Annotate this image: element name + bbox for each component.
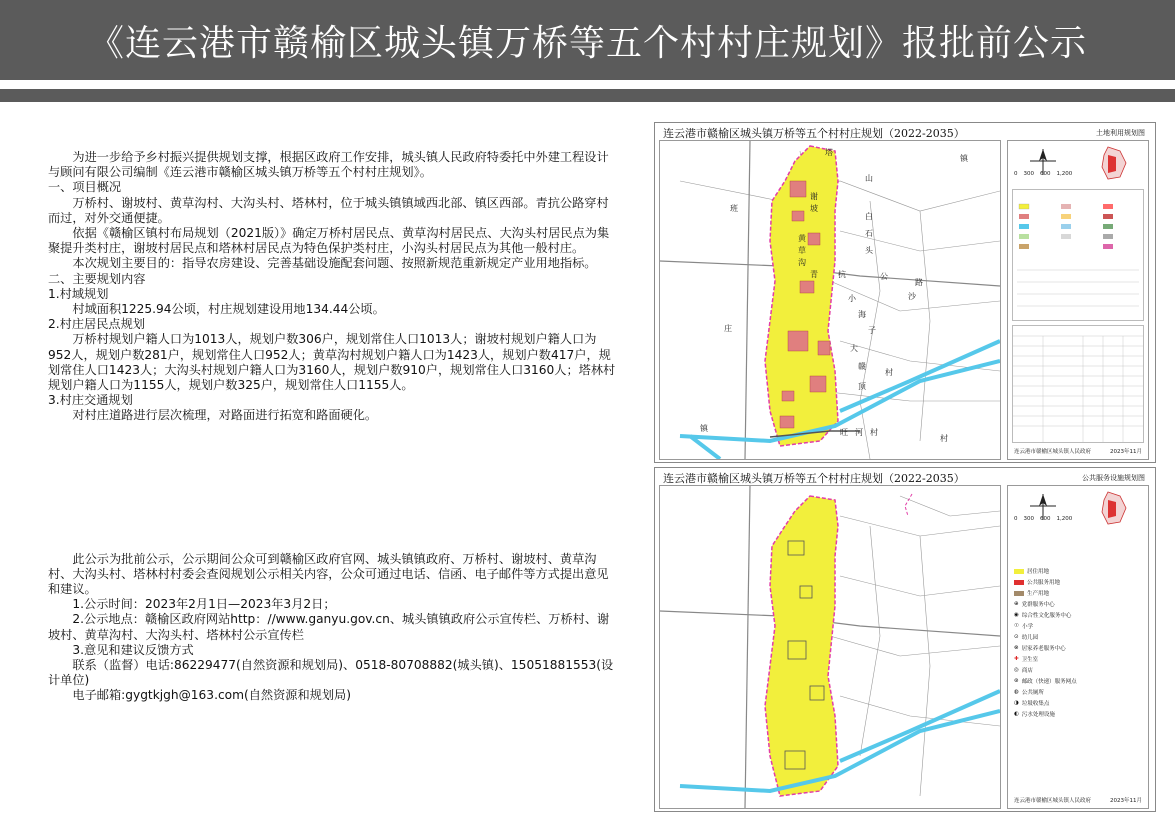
map1-label: 黄 (798, 234, 806, 243)
clinic-icon: ✚ (1014, 656, 1019, 662)
map1-label: 沟 (798, 258, 806, 267)
map1-label: 塔 (825, 148, 833, 157)
map1-legend-box (1012, 189, 1144, 321)
map2-scale-bar (1014, 516, 1072, 523)
section-1-title: 一、项目概况 (48, 180, 122, 195)
legend-label: 垃圾收集点 (1021, 701, 1050, 707)
map1-label: 山 (865, 174, 873, 183)
map1-label: 村 (885, 368, 893, 377)
scale-label: 300 (1023, 171, 1034, 177)
map1-label: 海 (858, 310, 866, 319)
map1-legend-panel (1007, 140, 1149, 460)
map1-subtitle: 土地利用规划图 (1096, 129, 1145, 137)
map2-legend (1008, 564, 1148, 721)
map1-label: 公 (880, 272, 888, 281)
map1-label: 石 (865, 229, 873, 238)
legend-label: 公共服务用地 (1027, 580, 1061, 586)
section-1-para-2: 依据《赣榆区镇村布局规划（2021版）》确定万桥村居民点、黄草沟村居民点、大沟头村居民点为集聚提升类村庄，谢坡村居民点和塔林村居民点为特色保护类村庄，小沟头村居民点为其他一般村庄。 (48, 226, 610, 256)
map2-title: 连云港市赣榆区城头镇万桥等五个村村庄规划（2022-2035） (663, 472, 965, 485)
map1-label: 路 (915, 278, 923, 287)
contact-email: 电子邮箱:gygtkjgh@163.com(自然资源和规划局) (72, 688, 351, 703)
legend-item (1014, 655, 1142, 663)
section-1-para-1: 万桥村、谢坡村、黄草沟村、大沟头村、塔林村，位于城头镇镇域西北部、镇区西部。青抗公路穿村而过，对外交通便捷。 (48, 195, 609, 225)
land-use-map-panel (654, 122, 1156, 463)
map2-legend-panel (1007, 485, 1149, 809)
legend-item (1014, 699, 1142, 707)
contact-phone: 联系（监督）电话:86229477(自然资源和规划局)、0518-80708882(城头镇)、15051881553(设计单位) (48, 658, 614, 688)
culture-center-icon: ◉ (1014, 612, 1019, 618)
scale-label: 1,200 (1056, 516, 1073, 522)
public-notice-paragraph: 此公示为批前公示，公示期间公众可到赣榆区政府官网、城头镇镇政府、万桥村、谢坡村、黄草沟村、大沟头村、塔林村村委会查阅规划公示相关内容，公众可通过电话、信函、电子邮件等方式提出意见和建议。 (48, 551, 609, 597)
legend-item (1014, 622, 1142, 630)
public-service-map[interactable] (659, 485, 1001, 809)
legend-label: 幼儿园 (1021, 635, 1039, 641)
legend-item (1014, 578, 1142, 586)
map1-title: 连云港市赣榆区城头镇万桥等五个村村庄规划（2022-2035） (663, 127, 965, 140)
legend-label: 公共厕所 (1021, 690, 1044, 696)
legend-label: 商店 (1021, 668, 1033, 674)
legend-item (1014, 567, 1142, 575)
legend-label: 生产用地 (1027, 591, 1050, 597)
garbage-icon: ◑ (1014, 700, 1019, 706)
subsection-2-text: 万桥村规划户籍人口为1013人，规划户数306户，规划常住人口1013人；谢坡村规划户籍人口为952人，规划户数281户，规划常住人口952人；黄草沟村规划户籍人口为1423人，规划户数417户，规划常住人口1423人；大沟头村规划户籍人口为3160人，规划户数910户，规划常住人口3160人；塔林村规划户籍人口为1155人，规划户数325户，规划常住人口1155人。 (48, 332, 616, 393)
notice-item-time: 1.公示时间：2023年2月1日—2023年3月2日； (72, 597, 336, 612)
scale-label: 0 (1014, 171, 1018, 177)
scale-label: 1,200 (1056, 171, 1073, 177)
map1-label: 抗 (838, 270, 846, 279)
sewage-icon: ◐ (1014, 711, 1019, 717)
legend-label: 小学 (1021, 624, 1033, 630)
map1-label: 沙 (908, 292, 916, 301)
divider (0, 80, 1175, 89)
legend-item (1014, 677, 1142, 685)
map1-label: 村 (940, 434, 948, 443)
notice-item-place: 2.公示地点：赣榆区政府网站http：//www.ganyu.gov.cn、城头镇镇政府公示宣传栏、万桥村、谢坡村、黄草沟村、大沟头村、塔林村公示宣传栏 (48, 612, 610, 642)
school-icon: ☉ (1014, 623, 1019, 629)
legend-label: 综合性文化服务中心 (1021, 613, 1072, 619)
production-swatch (1014, 591, 1024, 596)
map2-footer-right: 2023年11月 (1110, 798, 1142, 804)
scale-label: 300 (1023, 516, 1034, 522)
intro-paragraph: 为进一步给予乡村振兴提供规划支撑，根据区政府工作安排，城头镇人民政府特委托中外建工程设计与顾问有限公司编制《连云港市赣榆区城头镇万桥等五个村村庄规划》。 (48, 150, 609, 180)
map1-footer-right: 2023年11月 (1110, 449, 1142, 455)
notice-text (48, 150, 618, 704)
toilet-icon: ◍ (1014, 689, 1019, 695)
legend-item (1014, 611, 1142, 619)
notice-item-feedback: 3.意见和建议反馈方式 (72, 642, 194, 657)
page-title: 《连云港市赣榆区城头镇万桥等五个村村庄规划》报批前公示 (0, 0, 1175, 80)
map1-label: 顶 (858, 382, 866, 391)
party-center-icon: ⊕ (1014, 601, 1019, 607)
legend-item (1014, 600, 1142, 608)
shop-icon: ◎ (1014, 667, 1019, 673)
legend-label: 卫生室 (1021, 657, 1039, 663)
map1-label: 青 (810, 270, 818, 279)
subsection-3-title: 3.村庄交通规划 (48, 393, 133, 408)
map1-label: 小 (848, 294, 856, 303)
subsection-1-title: 1.村域规划 (48, 286, 109, 301)
kindergarten-icon: ⊙ (1014, 634, 1019, 640)
map1-land-use-table (1012, 325, 1144, 443)
section-1-para-3: 本次规划主要目的：指导农房建设、完善基础设施配套问题、按照新规范重新规定产业用地指标。 (72, 256, 597, 271)
legend-label: 污水处理设施 (1021, 712, 1055, 718)
legend-label: 居家养老服务中心 (1021, 646, 1066, 652)
public-service-swatch (1014, 580, 1024, 585)
legend-item (1014, 644, 1142, 652)
scale-label: 600 (1040, 516, 1051, 522)
subsection-1-text: 村域面积1225.94公顷，村庄规划建设用地134.44公顷。 (72, 302, 385, 317)
map1-label: 头 (865, 246, 873, 255)
legend-label: 居住用地 (1027, 569, 1050, 575)
spacer (48, 424, 618, 552)
scale-label: 0 (1014, 516, 1018, 522)
map1-label: 赣 (858, 362, 866, 371)
residential-swatch (1014, 569, 1024, 574)
scale-label: 600 (1040, 171, 1051, 177)
map1-label: 草 (798, 246, 806, 255)
map1-label: 坡 (810, 204, 818, 213)
map1-scale-bar (1014, 171, 1072, 178)
divider-thick (0, 89, 1175, 102)
legend-label: 党群服务中心 (1021, 602, 1055, 608)
map2-footer-left: 连云港市赣榆区城头镇人民政府 (1014, 798, 1092, 804)
legend-item (1014, 710, 1142, 718)
map1-label: 班 (730, 204, 738, 213)
post-icon: ⊛ (1014, 678, 1019, 684)
map1-label: 镇 (960, 154, 968, 163)
land-use-map[interactable] (659, 140, 1001, 460)
map1-label: 谢 (810, 192, 818, 201)
section-2-title: 二、主要规划内容 (48, 271, 146, 286)
map1-label: 庄 (724, 324, 732, 333)
legend-item (1014, 589, 1142, 597)
elderly-care-icon: ⊗ (1014, 645, 1019, 651)
public-service-map-graphic (660, 486, 1000, 808)
legend-item (1014, 688, 1142, 696)
map1-label: 河 (855, 428, 863, 437)
map1-label: 镇 (700, 424, 708, 433)
land-use-map-graphic (660, 141, 1000, 459)
subsection-2-title: 2.村庄居民点规划 (48, 317, 145, 332)
legend-item (1014, 633, 1142, 641)
legend-label: 邮政（快递）服务网点 (1021, 679, 1077, 685)
map2-subtitle: 公共服务设施规划图 (1082, 474, 1145, 482)
map1-label: 村 (870, 428, 878, 437)
map1-label: 白 (865, 212, 873, 221)
public-service-map-panel (654, 467, 1156, 812)
map1-label: 子 (868, 326, 876, 335)
map1-footer-left: 连云港市赣榆区城头镇人民政府 (1014, 449, 1092, 455)
legend-item (1014, 666, 1142, 674)
subsection-3-text: 对村庄道路进行层次梳理，对路面进行拓宽和路面硬化。 (72, 408, 378, 423)
map1-label: 大 (850, 344, 858, 353)
map1-label: 旺 (840, 428, 848, 437)
